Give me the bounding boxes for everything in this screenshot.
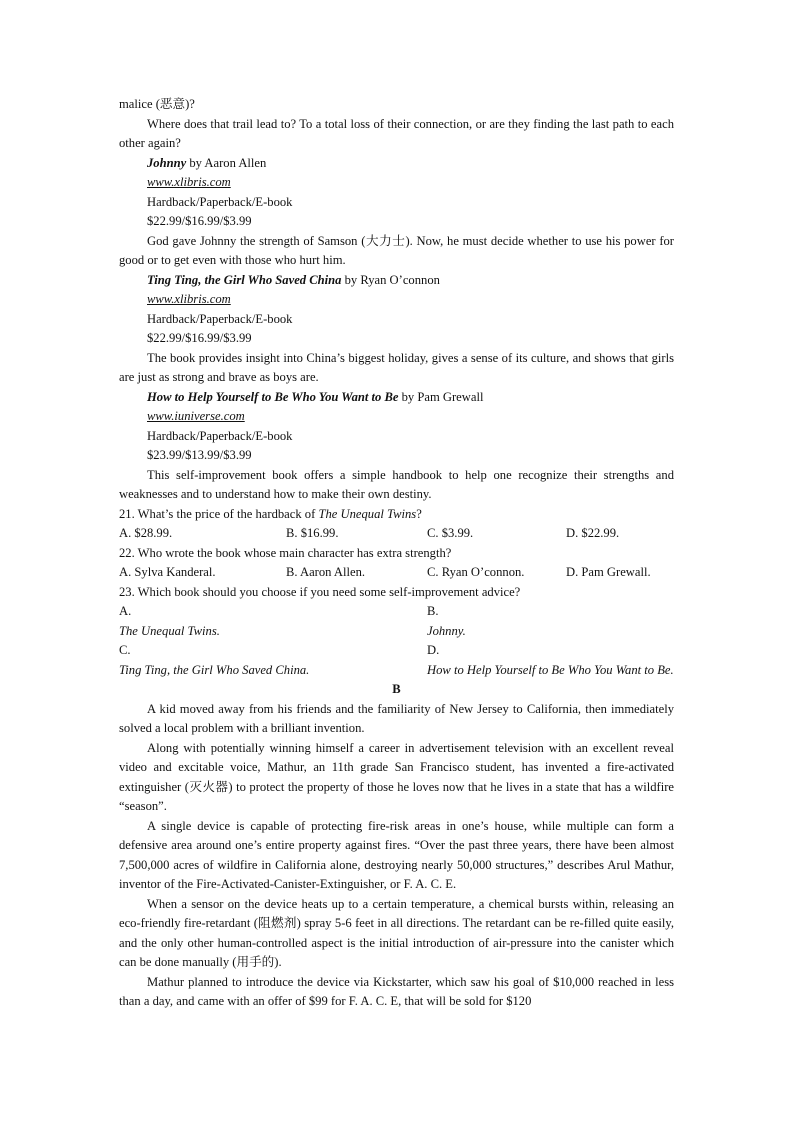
option-b[interactable]: B. Aaron Allen. — [286, 565, 366, 579]
option-b[interactable]: B. $16.99. — [286, 526, 339, 540]
passage-paragraph: When a sensor on the device heats up to a certain temperature, a chemical bursts within, releasing an eco-friendly fire-retardant (阻燃剂) spray 5-6 feet in all directions. The retardant can be re-filled quite easily, and the only other human-controlled aspect is the initial introduction of air-pressure into the canister which can be done manually (用手的). — [119, 896, 674, 969]
option-text: The Unequal Twins. — [119, 623, 220, 638]
question-22-stem: 22. Who wrote the book whose main character has extra strength? — [119, 545, 452, 560]
book-entry-johnny — [119, 154, 674, 271]
book-site — [119, 290, 674, 310]
option-c[interactable]: C. Ryan O’connon. — [427, 565, 525, 579]
option-b[interactable] — [427, 602, 674, 641]
option-prefix: D. — [427, 643, 440, 657]
section-heading-b: B — [392, 682, 401, 696]
option-text: Ting Ting, the Girl Who Saved China. — [119, 662, 310, 677]
question-21-options — [119, 524, 674, 544]
book-site-link[interactable]: www.xlibris.com — [147, 292, 231, 306]
intro-tail: malice (恶意)? — [119, 97, 195, 111]
book-title: How to Help Yourself to Be Who You Want to Be — [147, 389, 399, 404]
book-prices: $22.99/$16.99/$3.99 — [147, 331, 252, 345]
option-prefix: B. — [427, 604, 439, 618]
book-heading — [119, 154, 674, 174]
book-title: Johnny — [147, 155, 187, 170]
option-prefix: A. — [119, 604, 132, 618]
option-d[interactable]: D. Pam Grewall. — [566, 565, 651, 579]
passage-paragraph: Along with potentially winning himself a career in advertisement television with an excellent reveal video and excitable voice, Mathur, an 11th grade San Francisco student, has invented a fire-activated extinguisher (灭火器) to protect the property of those he loves now that he lives in a state that has a wildfire “season”. — [119, 740, 674, 813]
question-23-options-row-1 — [119, 602, 674, 641]
option-d[interactable]: D. $22.99. — [566, 526, 620, 540]
option-a[interactable]: A. $28.99. — [119, 526, 173, 540]
question-23-options-row-2 — [119, 641, 674, 680]
intro-question: Where does that trail lead to? To a total loss of their connection, or are they finding the last path to each other again? — [119, 116, 674, 150]
option-d[interactable] — [427, 641, 674, 680]
question-stem-italic: The Unequal Twins — [318, 506, 417, 521]
option-text: Johnny. — [427, 623, 466, 638]
book-site — [119, 173, 674, 193]
book-prices: $23.99/$13.99/$3.99 — [147, 448, 252, 462]
passage-paragraph: A single device is capable of protecting fire-risk areas in one’s house, while multiple can form a defensive area around one’s entire property against fires. “Over the past three years, there have been almost 7,500,000 acres of wildfire in California alone, destroying nearly 50,000 structures,” describes Arul Mathur, inventor of the Fire-Activated-Canister-Extinguisher, or F. A. C. E. — [119, 818, 674, 891]
book-description: This self-improvement book offers a simple handbook to help one recognize their strengths and weaknesses and to understand how to make their own destiny. — [119, 467, 674, 501]
book-site-link[interactable]: www.iuniverse.com — [147, 409, 245, 423]
book-title: Ting Ting, the Girl Who Saved China — [147, 272, 342, 287]
book-heading — [119, 271, 674, 291]
question-22-options — [119, 563, 674, 583]
book-formats: Hardback/Paperback/E-book — [147, 194, 293, 209]
book-site — [119, 407, 674, 427]
book-description: God gave Johnny the strength of Samson (大力士). Now, he must decide whether to use his power for good or to get even with those who hurt him. — [119, 233, 674, 267]
book-author: by Pam Grewall — [398, 389, 484, 404]
option-a[interactable]: A. Sylva Kanderal. — [119, 565, 216, 579]
book-formats: Hardback/Paperback/E-book — [147, 311, 293, 326]
book-entry-ting-ting — [119, 271, 674, 388]
question-21-stem — [119, 505, 674, 525]
book-prices: $22.99/$16.99/$3.99 — [147, 214, 252, 228]
question-23-stem: 23. Which book should you choose if you need some self-improvement advice? — [119, 584, 521, 599]
question-stem-text: ? — [416, 506, 422, 521]
option-prefix: C. — [119, 643, 131, 657]
book-entry-how-to-help — [119, 388, 674, 505]
option-c[interactable] — [119, 641, 427, 680]
option-c[interactable]: C. $3.99. — [427, 526, 474, 540]
book-author: by Aaron Allen — [186, 155, 267, 170]
book-author: by Ryan O’connon — [341, 272, 440, 287]
book-heading — [119, 388, 674, 408]
book-site-link[interactable]: www.xlibris.com — [147, 175, 231, 189]
passage-paragraph: A kid moved away from his friends and the familiarity of New Jersey to California, then immediately solved a local problem with a brilliant invention. — [119, 701, 674, 735]
book-description: The book provides insight into China’s biggest holiday, gives a sense of its culture, and shows that girls are just as strong and brave as boys are. — [119, 350, 674, 384]
passage-paragraph: Mathur planned to introduce the device via Kickstarter, which saw his goal of $10,000 reached in less than a day, and came with an offer of $99 for F. A. C. E, that will be sold for $120 — [119, 974, 674, 1008]
question-stem-text: 21. What’s the price of the hardback of — [119, 506, 319, 521]
document-page — [119, 95, 674, 1012]
book-formats: Hardback/Paperback/E-book — [147, 428, 293, 443]
option-text: How to Help Yourself to Be Who You Want to Be. — [427, 662, 674, 677]
option-a[interactable] — [119, 602, 427, 641]
